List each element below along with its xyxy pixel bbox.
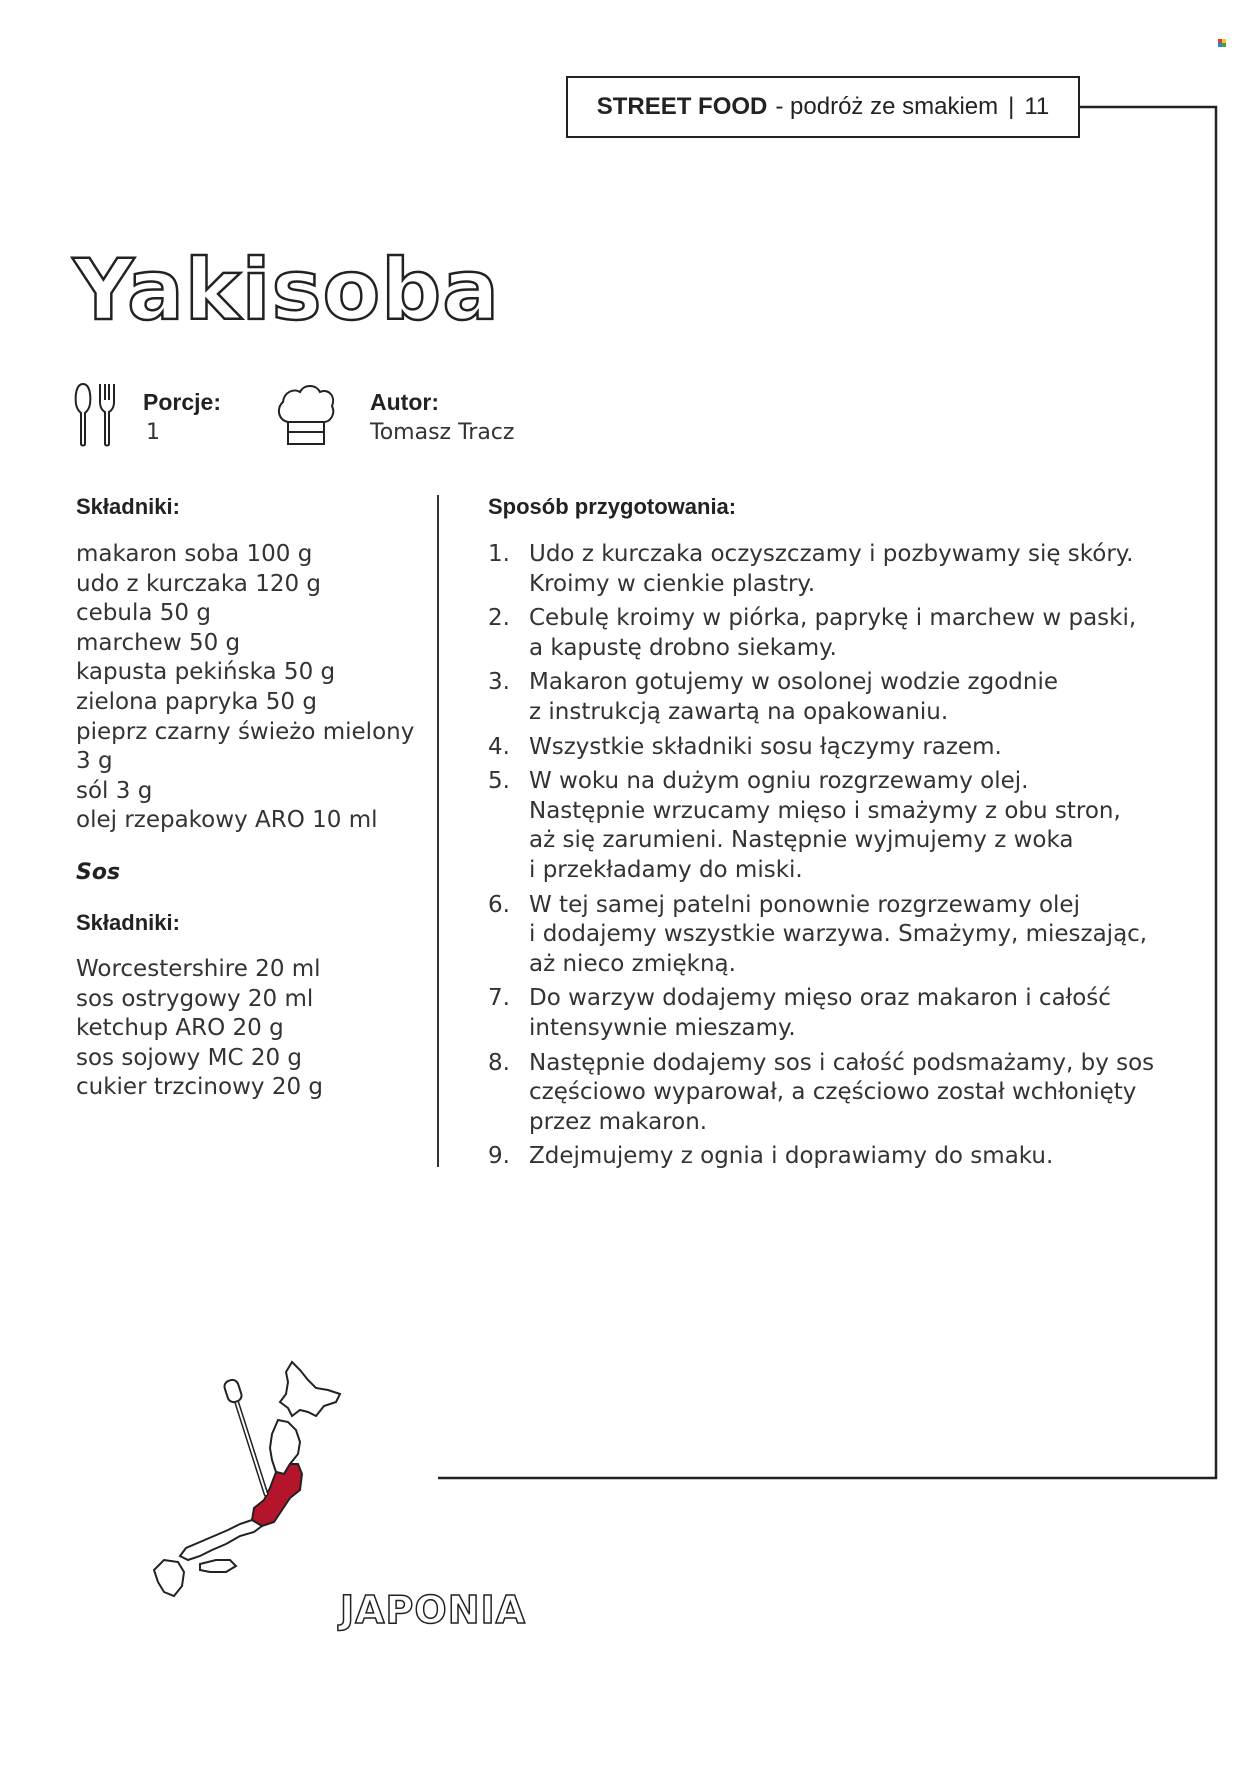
sauce-ingredient-item: cukier trzcinowy 20 g <box>76 1074 323 1101</box>
step-text: Wszystkie składniki sosu łączymy razem. <box>529 733 1002 760</box>
step-number: 5. <box>488 768 510 795</box>
ingredient-item: kapusta pekińska 50 g <box>76 659 336 686</box>
column-divider <box>437 495 439 1167</box>
recipe-title: Yakisoba <box>73 241 500 339</box>
header-separator: | <box>1008 93 1015 120</box>
step-number: 7. <box>488 985 510 1012</box>
running-header <box>566 76 1080 138</box>
step-text: W tej samej patelni ponownie rozgrzewamy olej i dodajemy wszystkie warzywa. Smażymy, mieszając, aż nieco zmiękną. <box>529 891 1148 977</box>
corner-color-dots <box>1218 34 1230 53</box>
step-item <box>488 604 1168 663</box>
sauce-ingredients-heading: Składniki: <box>76 910 180 935</box>
step-item <box>488 1142 1168 1172</box>
preparation-heading: Sposób przygotowania: <box>488 494 737 519</box>
step-number: 9. <box>488 1143 510 1170</box>
sauce-title: Sos <box>76 860 121 885</box>
servings-value: 1 <box>146 420 160 445</box>
step-number: 8. <box>488 1049 510 1076</box>
country-label: JAPONIA <box>340 1588 527 1632</box>
ingredient-item: sól 3 g <box>76 777 153 804</box>
author-label: Autor: <box>370 389 439 415</box>
step-item <box>488 984 1168 1043</box>
step-text: Zdejmujemy z ognia i doprawiamy do smaku. <box>529 1143 1054 1170</box>
sauce-ingredients-list <box>76 955 416 1103</box>
step-text: Do warzyw dodajemy mięso oraz makaron i całość intensywnie mieszamy. <box>529 985 1111 1041</box>
sauce-ingredient-item: sos sojowy MC 20 g <box>76 1044 302 1071</box>
ingredient-item: makaron soba 100 g <box>76 541 313 567</box>
step-text: Cebulę kroimy w piórka, paprykę i marchew w paski, a kapustę drobno siekamy. <box>529 605 1137 661</box>
step-text: W woku na dużym ogniu rozgrzewamy olej. Następnie wrzucamy mięso i smażymy z obu stron, aż się zarumieni. Następnie wyjmujemy z woka i przekładamy do miski. <box>529 768 1121 883</box>
step-item <box>488 540 1168 599</box>
step-number: 4. <box>488 733 510 760</box>
step-item <box>488 1049 1168 1138</box>
step-item <box>488 733 1168 763</box>
preparation-steps <box>488 540 1168 1177</box>
chef-hat-icon <box>274 382 338 448</box>
cutlery-icon <box>72 382 116 448</box>
page-number: 11 <box>1024 93 1050 120</box>
step-item <box>488 767 1168 885</box>
step-text: Udo z kurczaka oczyszczamy i pozbywamy się skóry. Kroimy w cienkie plastry. <box>529 541 1134 597</box>
ingredient-item: zielona papryka 50 g <box>76 688 317 715</box>
header-subtitle: - podróż ze smakiem <box>775 93 999 120</box>
step-number: 6. <box>488 891 510 918</box>
step-item <box>488 891 1168 980</box>
ingredients-heading: Składniki: <box>76 494 180 519</box>
author-value: Tomasz Tracz <box>370 420 515 445</box>
header-series-title: STREET FOOD <box>596 93 768 120</box>
step-text: Makaron gotujemy w osolonej wodzie zgodnie z instrukcją zawartą na opakowaniu. <box>529 669 1058 725</box>
step-number: 3. <box>488 669 510 696</box>
ingredients-list <box>76 540 416 836</box>
ingredient-item: cebula 50 g <box>76 600 211 627</box>
step-text: Następnie dodajemy sos i całość podsmażamy, by sos częściowo wyparował, a częściowo został wchłonięty przez makaron. <box>529 1049 1155 1135</box>
sauce-ingredient-item: ketchup ARO 20 g <box>76 1015 284 1042</box>
step-number: 1. <box>488 541 510 567</box>
step-item <box>488 668 1168 727</box>
sauce-ingredient-item: Worcestershire 20 ml <box>76 956 321 982</box>
ingredient-item: pieprz czarny świeżo mielony 3 g <box>76 718 415 775</box>
ingredient-item: udo z kurczaka 120 g <box>76 570 322 597</box>
step-number: 2. <box>488 605 510 632</box>
servings-label: Porcje: <box>143 389 221 415</box>
ingredient-item: olej rzepakowy ARO 10 ml <box>76 807 378 834</box>
ingredient-item: marchew 50 g <box>76 629 241 656</box>
sauce-ingredient-item: sos ostrygowy 20 ml <box>76 985 314 1012</box>
japan-map-icon <box>140 1360 360 1600</box>
